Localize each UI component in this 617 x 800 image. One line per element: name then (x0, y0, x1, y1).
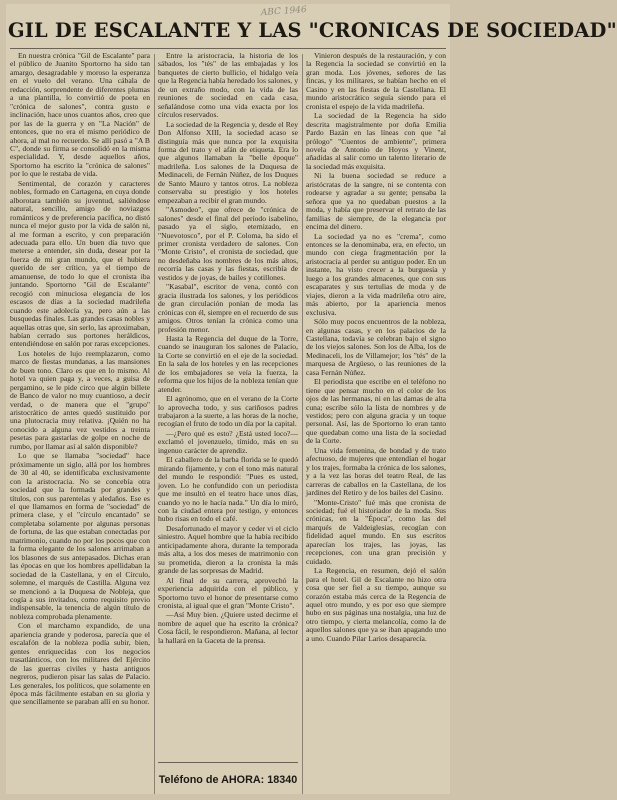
article-paragraph: Sólo muy pocos encuentros de la nobleza, en algunas casas, y en los palacios de la Castellana, todavía se celebran bajo el signo de los viejos salones. Son los de Alba, los de Medinaceli, los de Villamejor; los "tés" de la marquesa de Argüeso, o las reuniones de la casa Fernán Núñez. (306, 317, 446, 377)
article-paragraph: Lo que se llamaba "sociedad" hace próximamente un siglo, allá por los hombres de 30 al 40, se identificaba exclusivamente con la aristocracia. No se concebía otra sociedad que la formada por grandes y títulos, con sus parentelas y aledaños. Ese es el que llamamos en forma de "sociedad" de primera clase, y el "círculo encantado" se completaba solamente por algunas personas de fortuna, de las que estaban conectadas por matrimonio, cuando no por los pocos que con la forma elegante de los salones arrimaban a los blasones de sus antepasados. Dichas eran las épocas en que los hombres apellidaban la sociedad de la Castellana, y en el Círculo, solemne, el marqués de Castilla. Alguna vez se mencionó a la Duquesa de Nobleja, que cogía a sus invitados, como requisito previo indispensable, la tenencia de algún título de nobleza comprobada plenamente. (10, 451, 150, 621)
article-paragraph: Sentimental, de corazón y caracteres nobles, formado en Cartagena, en cuya donde alborotara también su juventud, saliéndose natural, sencillo, amigo de noviazgos románticos y de preferencia pacífica, no distó nunca el mejor gusto por la vida de salón ni, al me forman a escrito, y con preparación adecuada para ello. Un buen día tuvo que meterse a entender, sin duda, desear por la fuerza de mi gran mundo, que el hubiera querido de ser crítico, ya el tiempo de amanuense, de todo lo que el cronista iba juntando. Sportorno "Gil de Escalante" recogió con minuciosa elegancia de los escasos de días a la sociedad madrileña cuando este adolecía ya, pero aún a las busquedas finales. Las grandes casas nobles y aquellas otras que, sin serlo, las aproximaban, habían cerrado sus portones heráldicos, entendiéndose en salón por raras excepciones. (10, 178, 151, 349)
article-paragraph: Una vida femenina, de bondad y de trato afectuoso, de mujeres que entendían el hogar y los trajes, formaba la crónica de los salones, y a la vez las horas del teatro Real, de las carreras de caballos en la Castellana, de los jardines del Retiro y de los bailes del Casino. (306, 445, 446, 498)
article-paragraph: En nuestra crónica "Gil de Escalante" para el público de Juanito Sportorno ha sido tan amargo, desagradable y moroso la esperanza en el vuelo del verano. Una cábala de redacción, sorprendente de diferentes plumas a una plantilla, lo convirtió de poeta en "crónica de salones", contra gusto e inclinación, hace unos cuantos años, creo que por las de la guerra y en "La Nación" de entonces, que no era el mismo periódico de ahora, al mal no recuerdo. Se allí pasó a "A B C", donde su firma se consolidó en la misma especialidad. Y, desde aquellos años, Sportorno ha escrito la "crónica de salones" por lo que le restaba de vida. (10, 51, 150, 179)
article-paragraph: —¿Pero qué es esto? ¿Está usted loco?—exclamó el jovenzuelo, tímido, más en su ingenuo carácter de aprendiz. (158, 428, 298, 455)
article-column-1 (10, 52, 150, 796)
article-paragraph: La sociedad de la Regencia y, desde el Rey Don Alfonso XIII, la sociedad acaso se distinguía más que nunca por la exquisita forma del trato y el afán de etiqueta. Era lo que algunos llamaban la "belle époque" madrileña. Los salones de la Duquesa de Medinaceli, de Fernán Núñez, de los Duques de Santo Mauro y tantos otros. La nobleza conservaba su prestigio y los hoteles empezaban a recibir el gran mundo. (158, 119, 298, 205)
article-paragraph: La sociedad de la Regencia ha sido descrita magistralmente por doña Emilia Pardo Bazán en las líneas con que "al prólogo" "Cuentos de ambiente", primera novela de Antonio de Hoyos y Vinent, añadidas al salir como un talento literario de la sociedad más exquisita. (306, 111, 446, 171)
article-paragraph: Entre la aristocracia, la historia de los sábados, los "tés" de las embajadas y los banquetes de cierto bullicio, el hidalgo veía que la Regencia había heredado los salones, y de un extraño modo, con la vida de las reuniones de sociedad en cada casa, señalándose como una vida exacta por los círculos reservados. (158, 51, 298, 120)
article-paragraph: Vinieron después de la restauración, y con la Regencia la sociedad se convirtió en la gran moda. Los jóvenes, señores de las fincas, y los militares, se habían hecho en el Casino y en las fiestas de la Castellana. El mundo aristocrático seguía siendo para el cronista el espejo de la vida madrileña. (306, 51, 446, 111)
article-paragraph: El caballero de la barba florida se le quedó mirando fijamente, y con el tono más natural del mundo le respondió: "Pues es usted, joven. Lo he confundido con un periodista que me insultó en el teatro hace unos días, cuando yo no le hacía nada." Un día lo miró, con la ciudad entera por testigo, y entonces hubo risas en todo el café. (158, 455, 298, 524)
article-paragraph: "Monte-Cristo" fué más que cronista de sociedad; fué el historiador de la moda. Sus crónicas, en la "Época", como las del marqués de Valdeiglesias, recogían con fidelidad aquel mundo. En sus escritos aparecían los trajes, las joyas, las recepciones, con una gran precisión y cuidado. (306, 497, 446, 566)
article-paragraph: "Asmodeo", que ofrece de "crónica de salones" desde el final del período isabelino, pasado ya el siglo, eternizado, en "Nuevotosco", por el P. Coloma, ha sido el primer cronista verdadero de salones. Con "Monte Cristo", el cronista de sociedad, que no desdeñaba los nombres de los más altos, recorría las casas y las fiestas, escribía de vestidos y de joyas, de bailes y cotillones. (158, 205, 298, 282)
article-paragraph: La sociedad ya no es "crema", como entonces se la denominaba, era, en efecto, un mundo con ciega fragmentación por la aristocracia al perder su antiguo poder. En un instante, ha visto crecer a la burguesía y luego a los grandes almacenes, que con sus escaparates y sus tertulias de moda y de viajes, dieron a la vida madrileña otro aire, más abierto, por la apariencia menos exclusiva. (306, 231, 446, 317)
article-paragraph: Con el marchamo expandido, de una apariencia grande y poderosa, parecía que el escalafón de la nobleza podía subir, bien, gentes enriquecidas con los negocios trasatlánticos, con los militares del Ejército de las guerras civiles y hasta antiguos negreros, pudieron pisar las salas de Palacio. Les generales, los políticos, que solamente en época más fácilmente estaban en su gloria y que sencillamente se paraban allí en su honor. (10, 621, 150, 707)
article-paragraph: Los hoteles de lujo reemplazaron, como marco de fiestas mundanas, a las mansiones de buen tono. Claro es que en lo mismo. Al hotel va quien paga y, a veces, a guisa de pergamino, se le pide circo que algún billete de Banco de valor no muy cuantioso, a decir verdad, o de manera que el "grupo" aristocrático de antes quedó sustituido por una plutocracia muy relativa. ¡Quién no ha conocido a alguna vez vestidos a treinta pesetas para gastarlas de golpe en noche de rumbo, por llamar así al salón disponible? (10, 348, 150, 451)
article-column-2 (158, 52, 298, 758)
article-paragraph: La Regencia, en resumen, dejó el salón para el hotel. Gil de Escalante no hizo otra cosa que ser fiel a su tiempo, aunque su corazón estaba más cerca de la Regencia de aquel otro mundo, y es por eso que siempre hubo en sus páginas una nostalgia, una luz de otro tiempo, y cierta melancolía, como la de aquellos salones que ya se iban apagando uno a uno. Cuando Pilar Larios desaparecía. (306, 566, 446, 643)
newspaper-clipping (6, 4, 617, 794)
column-separator (302, 54, 303, 794)
article-paragraph: El periodista que escribe en el teléfono no tiene que pensar mucho en el color de los ojos de las hermanas, ni en las damas de alta cuna; escribe sólo la lista de nombres y de vestidos; pero con alguna gracia y un toque personal. Así, las de Sportorno lo eran tanto que quedaban como una lista de la sociedad de la Corte. (306, 377, 446, 446)
column-separator (154, 54, 155, 794)
handwritten-date-stamp: ABC 1946 (260, 5, 308, 19)
article-paragraph: Ni la buena sociedad se reduce a aristócratas de la sangre, ni se contenta con rodearse y agradar a su gente; pensaba la señora que ya no quedaban puestos a la moda, y había que preservar el retrato de las familias de siempre, de la elegancia por encima del dinero. (306, 171, 446, 232)
article-paragraph: Hasta la Regencia del duque de la Torre, cuando se inauguran los salones de Palacio, la Corte se convirtió en el eje de la sociedad. En la sala de los hoteles y en las recepciones de los embajadores se veía la fuerza, la reforma que los hijos de la nobleza tenían que atender. (158, 333, 298, 394)
article-paragraph: Al final de su carrera, aprovechó la experiencia adquirida con el público, y Sportorno tuvo el honor de presentarse como cronista, al igual que el gran "Monte Cristo". (158, 575, 298, 610)
article-paragraph: El agrónomo, que en el verano de la Corte lo aprovecha todo, y sus cariñosos padres trabajaron a la suerte, a las horas de la noche, recogían el fruto de todo un día por la capital. (158, 394, 298, 429)
article-headline: GIL DE ESCALANTE Y LAS "CRONICAS DE SOCIEDAD" (8, 19, 617, 42)
phone-advert-box: Teléfono de AHORA: 18340 (158, 762, 298, 797)
article-paragraph: Desafortunado el mayor y ceder vi el ciclo siniestro. Aquel hombre que la había recibido anticipadamente ahora, durante la temporada más alta, a los dos meses de matrimonio con su prometida, dieron a la cronista la más grande de las sorpresas de Madrid. (158, 523, 298, 576)
article-paragraph: "Kasabal", escritor de vena, contó con gracia ilustrada los salones, y los periódicos de gran circulación ponían de moda las crónicas con él, siempre en el recuerdo de sus amigos. Otros tenían la crónica como una profesión menor. (158, 282, 298, 334)
article-paragraph: —Así Muy bien. ¿Quiere usted decirme el nombre de aquel que ha escrito la crónica? Cosa fácil, le respondieron. Mañana, al lector la hallará en la Gaceta de la prensa. (158, 610, 298, 645)
headline-rule (10, 48, 446, 49)
article-column-3 (306, 52, 446, 796)
